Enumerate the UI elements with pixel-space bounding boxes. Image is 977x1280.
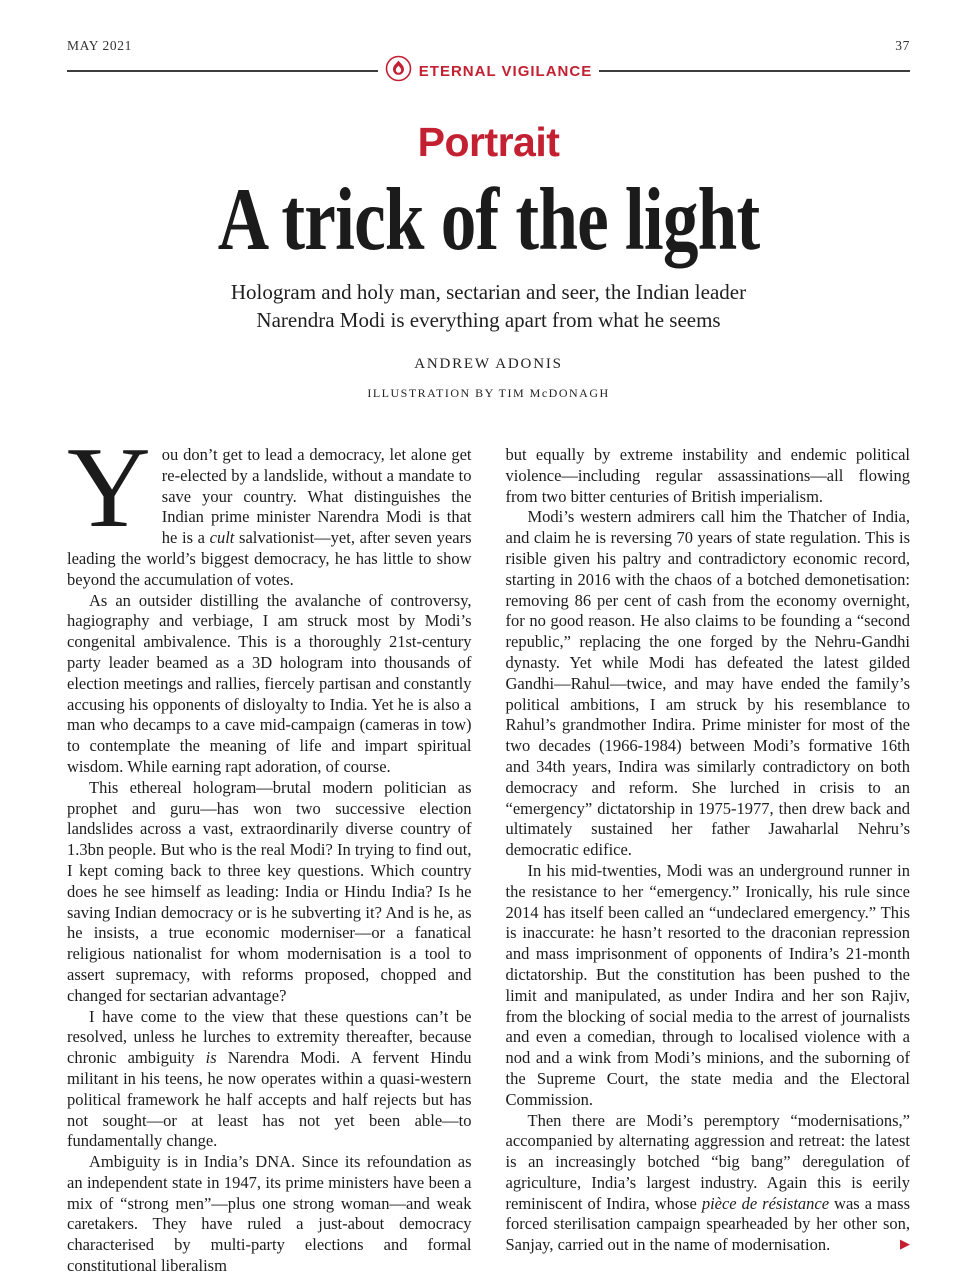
drop-cap: Y [67, 424, 151, 552]
article-column [67, 424, 472, 1277]
flame-in-circle-icon [385, 55, 412, 87]
article-body [67, 424, 911, 1277]
article-column [506, 445, 911, 1277]
header-rule [67, 57, 910, 85]
section-label: Portrait [417, 119, 560, 165]
article-subtitle [67, 279, 910, 334]
subtitle-line: Narendra Modi is everything apart from what he seems [256, 307, 721, 332]
masthead-title: ETERNAL VIGILANCE [418, 62, 593, 80]
running-head [67, 38, 910, 54]
body-paragraph: You don’t get to lead a democracy, let alone get re-elected by a landslide, without a mandate to save your country. What distinguishes the Indian prime minister Narendra Modi is that he is a cult salvationist—yet, after seven years leading the world’s biggest democracy, he has little to show beyond the accumulation of votes. [67, 424, 472, 589]
continuation-arrow-icon: ▶ [900, 1237, 910, 1253]
body-paragraph: I have come to the view that these questions can’t be resolved, unless he lurches to extremity thereafter, because chronic ambiguity is Narendra Modi. A fervent Hindu militant in his teens, he now operates within a quasi-western political framework he half accepts and half rejects but has not sought—or at least has not yet been able—to fundamentally change. [67, 1006, 472, 1151]
page-number: 37 [895, 38, 910, 53]
header-rule-right [599, 70, 910, 72]
body-paragraph: Then there are Modi’s peremptory “modernisations,” accompanied by alternating aggression and retreat: the latest is an increasingly botched “big bang” deregulation of agriculture, India’s largest industry. Again this is eerily reminiscent of Indira, whose pièce de résistance was a mass forced sterilisation campaign spearheaded by her other son, Sanjay, carried out in the name of modernisation. ▶ [505, 1110, 911, 1255]
subtitle-line: Hologram and holy man, sectarian and seer, the Indian leader [230, 280, 747, 304]
body-paragraph: but equally by extreme instability and endemic political violence—including regular assassinations—all flowing from two bitter centuries of British imperialism. [505, 445, 910, 506]
body-paragraph: Modi’s western admirers call him the Thatcher of India, and claim he is reversing 70 years of state regulation. This is risible given his paltry and contradictory economic record, starting in 2016 with the chaos of a botched demonetisation: removing 86 per cent of cash from the economy overnight, for no good reason. He also claims to be founding a “second republic,” replacing the one forged by the Nehru-Gandhi dynasty. Yet while Modi has defeated the latest gilded Gandhi—Rahul—twice, and may have ended the family’s political ambitions, I am struck by his resemblance to Rahul’s grandmother Indira. Prime minister for most of the two decades (1966-1984) between Modi’s formative 16th and 34th years, Indira was similarly contradictory on both democracy and reform. She lurched in crisis to an “emergency” dictatorship in 1975-1977, then drew back and ultimately sustained her father Jawaharlal Nehru’s democratic edifice. [505, 507, 910, 860]
body-paragraph: Ambiguity is in India’s DNA. Since its refoundation as an independent state in 1947, its prime ministers have been a mix of “strong men”—plus one strong woman—and weak caretakers. They have ruled a just-about democracy characterised by multi-party elections and formal constitutional liberalism [67, 1152, 472, 1276]
body-paragraph: As an outsider distilling the avalanche of controversy, hagiography and verbiage, I am struck most by Modi’s congenital ambivalence. This is a thoroughly 21st-century party leader beamed as a 3D hologram into thousands of election meetings and rallies, fiercely partisan and constantly accusing his opponents of disloyalty to India. Yet he is also a man who decamps to a cave mid-campaign (cameras in tow) to contemplate the meaning of life and impart spiritual wisdom. While earning rapt adoration, of course. [67, 590, 472, 776]
illustration-credit: ILLUSTRATION BY TIM McDONAGH [367, 386, 610, 400]
header-rule-left [67, 70, 378, 72]
body-paragraph: This ethereal hologram—brutal modern politician as prophet and guru—has won two successive election landslides across a vast, extraordinarily diverse country of 1.3bn people. But who is the real Modi? In trying to find out, I kept coming back to three key questions. Which country does he see himself as leading: India or Hindu India? Is he saving Indian democracy or is he subverting it? And is he, as he insists, a true economic moderniser—or a fanatical religious nationalist for whom modernisation is a tool to assert supremacy, with reforms proposed, chopped and changed for sectarian advantage? [67, 777, 472, 1005]
body-paragraph: In his mid-twenties, Modi was an underground runner in the resistance to her “emergency.” Ironically, his rule since 2014 has itself been called an “undeclared emergency.” This is inaccurate: he hasn’t resorted to the draconian repression and mass imprisonment of opponents of Indira’s 21-month dictatorship. But the constitution has been pushed to the limit and manipulated, as under Indira and her son Rajiv, from the blocking of social media to the arrest of journalists and even a comedian, through to localised violence with a nod and a wink from Modi’s minions, and the suborning of the Supreme Court, the state media and the Electoral Commission. [505, 860, 910, 1109]
masthead [385, 55, 592, 87]
issue-date: MAY 2021 [67, 38, 132, 53]
author-byline: ANDREW ADONIS [414, 356, 563, 372]
article-title: A trick of the light [217, 171, 760, 269]
